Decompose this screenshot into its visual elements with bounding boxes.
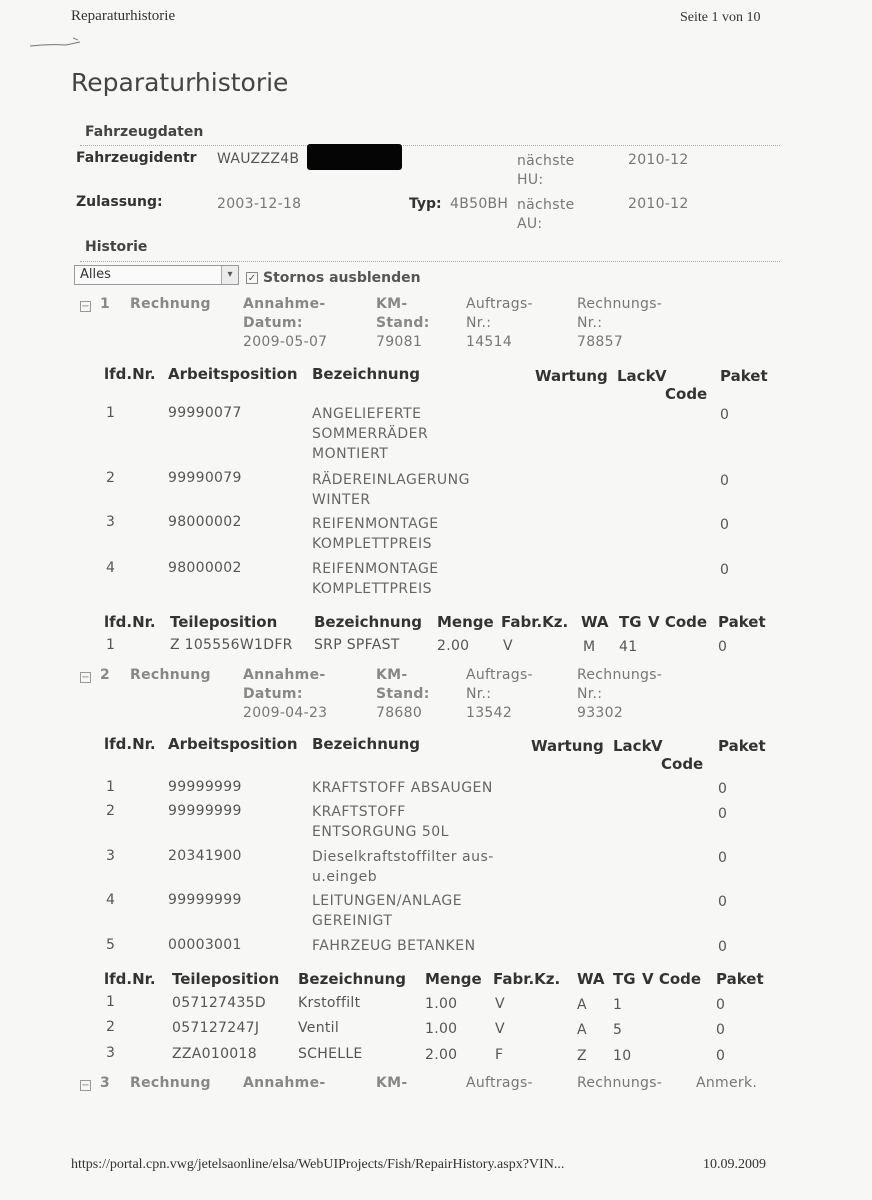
work-bez: LEITUNGEN/ANLAGE GEREINIGT — [312, 893, 463, 929]
col-bezeichnung: Bezeichnung — [314, 613, 422, 631]
part-pos: ZZA010018 — [172, 1046, 257, 1062]
part-fabr: F — [495, 1047, 504, 1063]
part-pos: 057127247J — [172, 1020, 260, 1036]
work-bez: REIFENMONTAGE KOMPLETTPREIS — [312, 516, 439, 552]
work-nr: 2 — [106, 470, 116, 486]
part-fabr: V — [503, 638, 513, 654]
part-tg: 10 — [613, 1048, 632, 1064]
hu-label: nächste HU: — [517, 153, 575, 188]
col-lack: Lack — [613, 737, 652, 755]
auftrags-nr-value: 13542 — [466, 705, 513, 721]
col-paket: Paket — [718, 613, 766, 631]
col-teileposition: Teileposition — [170, 613, 278, 631]
col-tg: TG — [613, 970, 636, 988]
col-lfd: lfd.Nr. — [104, 613, 156, 631]
part-tg: 41 — [619, 639, 638, 655]
col-vcode: V Code — [648, 613, 708, 631]
work-nr: 5 — [106, 937, 116, 953]
print-footer-url: https://portal.cpn.vwg/jetelsaonline/elsa/WebUIProjects/Fish/RepairHistory.aspx?VIN... — [71, 1157, 565, 1172]
part-wa: A — [577, 1022, 587, 1038]
col-tg: TG — [619, 613, 642, 631]
work-pos: 20341900 — [168, 848, 242, 864]
part-tg: 1 — [613, 997, 623, 1013]
rechnungs-label: Rechnungs- — [577, 1075, 663, 1091]
work-bez: KRAFTSTOFF ABSAUGEN — [312, 780, 493, 796]
col-v: V — [655, 367, 667, 385]
part-bez: Krstoffilt — [298, 995, 361, 1011]
col-wartung: Wartung — [535, 367, 608, 385]
km-label: KM- — [376, 667, 408, 683]
col-wa: WA — [581, 613, 609, 631]
part-menge: 1.00 — [425, 1021, 458, 1037]
auftrags-nr-label: Nr.: — [466, 686, 492, 702]
annahme-datum-value: 2009-04-23 — [243, 705, 328, 721]
work-paket: 0 — [718, 850, 728, 866]
work-paket: 0 — [720, 517, 730, 533]
part-fabr: V — [495, 996, 505, 1012]
part-nr: 3 — [106, 1045, 116, 1061]
km-label: KM- — [376, 1075, 408, 1091]
stand-label: Stand: — [376, 686, 430, 702]
filter-select[interactable] — [74, 265, 239, 285]
anmerk-label: Anmerk. — [696, 1075, 758, 1091]
work-pos: 99999999 — [168, 803, 242, 819]
work-bez: ANGELIEFERTE SOMMERRÄDER MONTIERT — [312, 406, 429, 462]
col-menge: Menge — [437, 613, 494, 631]
km-stand-value: 79081 — [376, 334, 423, 350]
rechnungs-label: Rechnungs- — [577, 296, 663, 312]
invoice-number: 1 — [100, 296, 111, 312]
print-page-number: Seite 1 von 10 — [680, 10, 761, 25]
work-pos: 98000002 — [168, 560, 242, 576]
col-arbeitsposition: Arbeitsposition — [168, 365, 298, 383]
col-vcode: V Code — [642, 970, 702, 988]
col-paket: Paket — [716, 970, 764, 988]
col-wa: WA — [577, 970, 605, 988]
part-menge: 2.00 — [425, 1047, 458, 1063]
work-pos: 98000002 — [168, 514, 242, 530]
part-nr: 2 — [106, 1019, 116, 1035]
work-paket: 0 — [718, 894, 728, 910]
work-nr: 3 — [106, 514, 116, 530]
invoice-label: Rechnung — [130, 296, 211, 312]
work-nr: 3 — [106, 848, 116, 864]
work-bez: REIFENMONTAGE KOMPLETTPREIS — [312, 561, 439, 597]
auftrags-label: Auftrags- — [466, 1075, 533, 1091]
typ-value: 4B50BH — [450, 196, 509, 212]
typ-label: Typ: — [409, 196, 442, 212]
hu-value: 2010-12 — [628, 152, 689, 168]
col-bezeichnung: Bezeichnung — [312, 735, 420, 753]
col-fabrkz: Fabr.Kz. — [493, 970, 561, 988]
work-nr: 4 — [106, 892, 116, 908]
zulassung-label: Zulassung: — [76, 194, 163, 210]
col-bezeichnung: Bezeichnung — [312, 365, 420, 383]
annahme-label: Annahme- — [243, 667, 326, 683]
datum-label: Datum: — [243, 315, 303, 331]
col-lack: Lack — [617, 367, 656, 385]
rechnungs-nr-value: 93302 — [577, 705, 624, 721]
auftrags-nr-label: Nr.: — [466, 315, 492, 331]
part-bez: SRP SPFAST — [314, 637, 400, 653]
work-paket: 0 — [720, 407, 730, 423]
invoice-number: 3 — [100, 1075, 111, 1091]
work-paket: 0 — [718, 806, 728, 822]
km-stand-value: 78680 — [376, 705, 423, 721]
part-wa: M — [583, 639, 596, 655]
datum-label: Datum: — [243, 686, 303, 702]
work-nr: 1 — [106, 779, 116, 795]
part-pos: 057127435D — [172, 995, 266, 1011]
work-nr: 2 — [106, 803, 116, 819]
annahme-datum-value: 2009-05-07 — [243, 334, 328, 350]
col-fabrkz: Fabr.Kz. — [501, 613, 569, 631]
part-paket: 0 — [716, 1048, 726, 1064]
col-paket: Paket — [720, 367, 768, 385]
zulassung-value: 2003-12-18 — [217, 196, 302, 212]
work-nr: 4 — [106, 560, 116, 576]
vin-redaction — [307, 144, 402, 170]
work-paket: 0 — [718, 781, 728, 797]
col-bezeichnung: Bezeichnung — [298, 970, 406, 988]
history-section-label: Historie — [85, 239, 148, 255]
collapse-icon[interactable]: − — [81, 301, 90, 312]
part-bez: Ventil — [298, 1020, 340, 1036]
vin-label: Fahrzeugidentr — [76, 150, 197, 166]
part-menge: 1.00 — [425, 996, 458, 1012]
invoice-label: Rechnung — [130, 667, 211, 683]
print-header-title: Reparaturhistorie — [71, 8, 176, 24]
vehicle-divider — [80, 145, 780, 146]
au-label: nächste AU: — [517, 197, 575, 232]
part-bez: SCHELLE — [298, 1046, 363, 1062]
part-fabr: V — [495, 1021, 505, 1037]
annahme-label: Annahme- — [243, 296, 326, 312]
collapse-icon[interactable]: − — [81, 1080, 90, 1091]
work-pos: 99999999 — [168, 892, 242, 908]
col-lfd: lfd.Nr. — [104, 970, 156, 988]
au-value: 2010-12 — [628, 196, 689, 212]
col-lfd: lfd.Nr. — [104, 365, 156, 383]
auftrags-nr-value: 14514 — [466, 334, 513, 350]
page-title: Reparaturhistorie — [71, 68, 289, 97]
work-pos: 99990079 — [168, 470, 242, 486]
collapse-icon[interactable]: − — [81, 672, 90, 683]
auftrags-label: Auftrags- — [466, 296, 533, 312]
col-lfd: lfd.Nr. — [104, 735, 156, 753]
filter-select-value: Alles — [80, 267, 111, 282]
rechnungs-label: Rechnungs- — [577, 667, 663, 683]
col-v: V — [651, 737, 663, 755]
rechnungs-nr-label: Nr.: — [577, 686, 603, 702]
work-bez: KRAFTSTOFF ENTSORGUNG 50L — [312, 804, 449, 840]
part-wa: Z — [577, 1048, 587, 1064]
work-pos: 00003001 — [168, 937, 242, 953]
work-pos: 99990077 — [168, 405, 242, 421]
history-divider — [80, 261, 780, 262]
work-bez: Dieselkraftstoffilter aus-u.eingeb — [312, 849, 494, 885]
part-paket: 0 — [716, 1022, 726, 1038]
part-paket: 0 — [716, 997, 726, 1013]
storno-checkbox[interactable]: ✓ — [247, 273, 257, 284]
invoice-number: 2 — [100, 667, 111, 683]
col-paket: Paket — [718, 737, 766, 755]
col-arbeitsposition: Arbeitsposition — [168, 735, 298, 753]
col-teileposition: Teileposition — [172, 970, 280, 988]
work-paket: 0 — [718, 939, 728, 955]
part-paket: 0 — [718, 639, 728, 655]
part-tg: 5 — [613, 1022, 623, 1038]
part-nr: 1 — [106, 637, 116, 653]
work-bez: RÄDEREINLAGERUNG WINTER — [312, 472, 470, 508]
part-wa: A — [577, 997, 587, 1013]
chevron-down-icon[interactable]: ▾ — [221, 266, 238, 284]
part-nr: 1 — [106, 994, 116, 1010]
vehicle-section-label: Fahrzeugdaten — [85, 124, 204, 140]
part-menge: 2.00 — [437, 638, 470, 654]
annahme-label: Annahme- — [243, 1075, 326, 1091]
rechnungs-nr-label: Nr.: — [577, 315, 603, 331]
col-menge: Menge — [425, 970, 482, 988]
col-code: Code — [665, 385, 708, 403]
part-pos: Z 105556W1DFR — [170, 637, 293, 653]
storno-label: Stornos ausblenden — [263, 270, 421, 286]
vin-value: WAUZZZ4B — [217, 151, 300, 167]
invoice-label: Rechnung — [130, 1075, 211, 1091]
work-pos: 99999999 — [168, 779, 242, 795]
pen-mark — [28, 36, 83, 50]
col-wartung: Wartung — [531, 737, 604, 755]
work-paket: 0 — [720, 562, 730, 578]
auftrags-label: Auftrags- — [466, 667, 533, 683]
col-code: Code — [661, 755, 704, 773]
print-footer-date: 10.09.2009 — [703, 1157, 766, 1172]
work-bez: FAHRZEUG BETANKEN — [312, 938, 476, 954]
stand-label: Stand: — [376, 315, 430, 331]
rechnungs-nr-value: 78857 — [577, 334, 624, 350]
work-paket: 0 — [720, 473, 730, 489]
work-nr: 1 — [106, 405, 116, 421]
km-label: KM- — [376, 296, 408, 312]
